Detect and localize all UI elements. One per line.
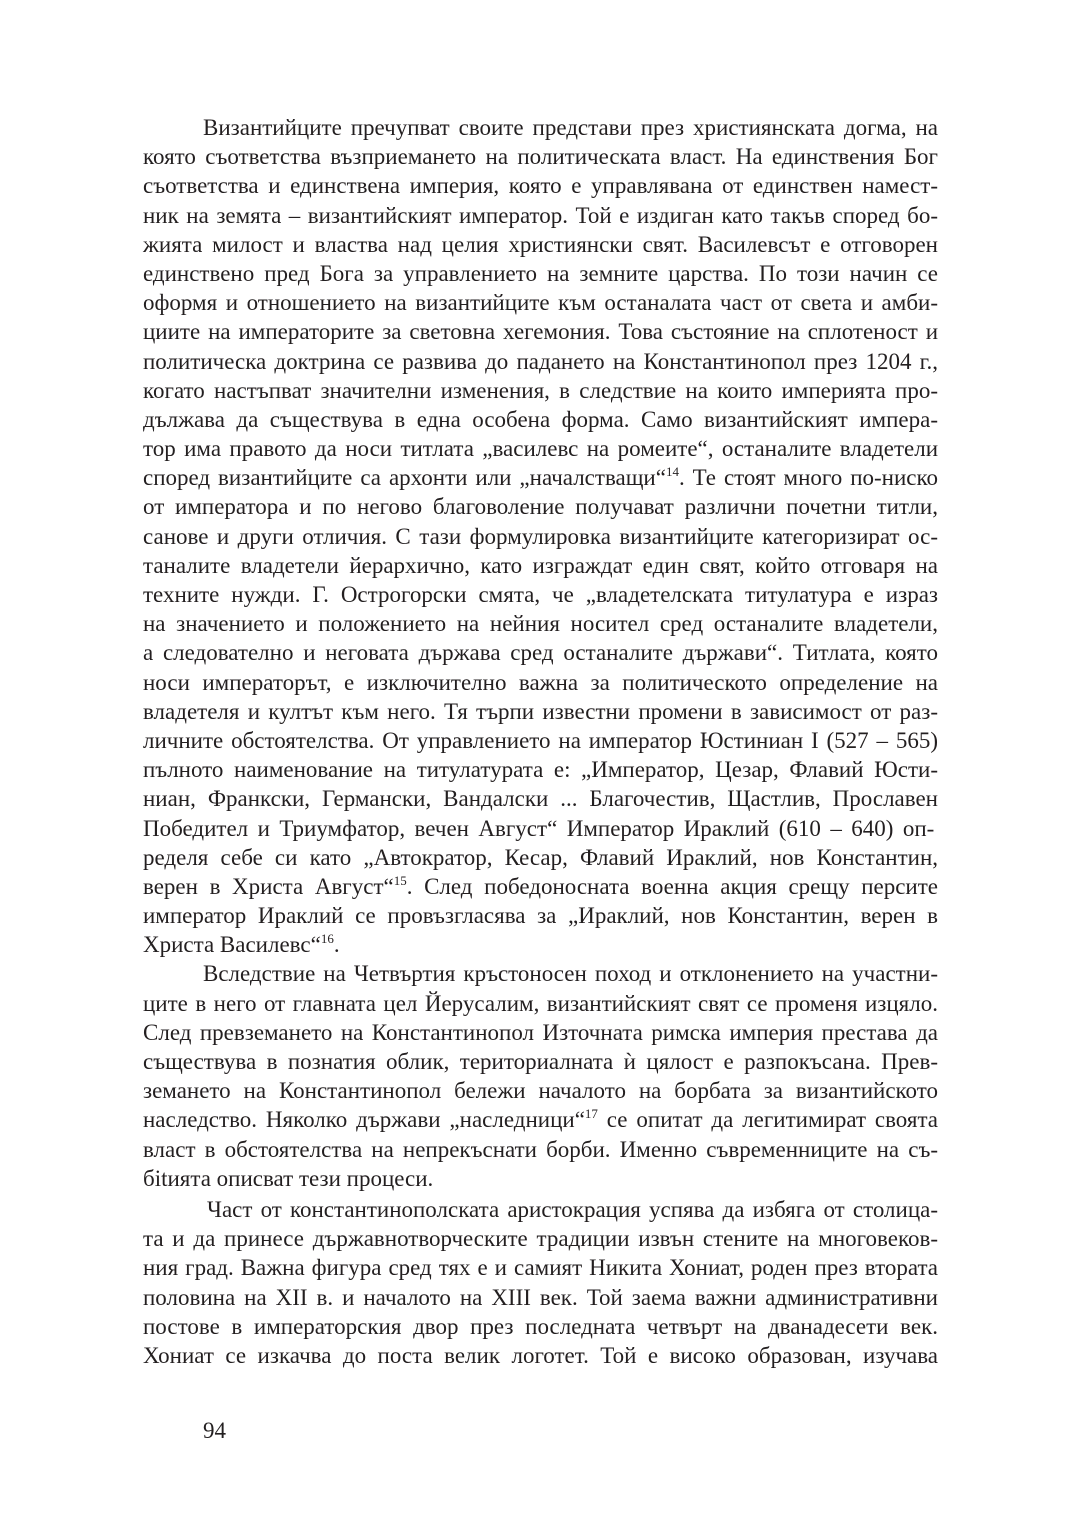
text-line	[143, 959, 938, 988]
text-line	[143, 843, 938, 872]
line-text: пълното наименование на титулатурата е: „Император, Цезар, Флавий Юсти-	[143, 757, 938, 783]
line-text: земането на Константинопол бележи началото на борбата за византийското	[143, 1078, 938, 1104]
text-line	[143, 317, 938, 346]
line-text-part: се опитат да легитимират своята	[597, 1107, 938, 1133]
line-text-part: верен в Христа Август“	[143, 873, 394, 899]
line-text: жията милост и властва над целия християнски свят. Василевсът е отговорен	[143, 231, 938, 257]
line-text: постове в императорския двор през последната четвърт на дванадесети век.	[143, 1313, 938, 1339]
line-text: личните обстоятелства. От управлението на император Юстиниан I (527 – 565)	[143, 727, 938, 753]
line-text-part: . Те стоят много по-ниско	[678, 465, 938, 491]
line-text: След превземането на Константинопол Източната римска империя престава да	[143, 1019, 938, 1045]
line-text: Вследствие на Четвъртия кръстоносен поход и отклонението на участни-	[203, 961, 938, 987]
text-line	[143, 1164, 938, 1193]
line-text: половина на XII в. и началото на XIII век. Той заема важни административни	[143, 1284, 938, 1310]
footnote-ref: 14	[665, 464, 679, 480]
text-line	[143, 201, 938, 230]
line-text: политическа доктрина се развива до падането на Константинопол през 1204 г.,	[143, 348, 938, 374]
text-line	[143, 989, 938, 1018]
line-text: тор има правото да носи титлата „василевс на ромеите“, останалите владетели	[143, 436, 938, 462]
line-text: циите на императорите за световна хегемония. Това състояние на сплотеност и	[143, 319, 938, 345]
line-text: таналите владетели йерархично, като изграждат един свят, който отговаря на	[143, 552, 938, 578]
footnote-ref: 15	[393, 872, 407, 888]
line-text-part: наследство. Няколко държави „наследници“	[143, 1107, 585, 1133]
body-text	[143, 113, 938, 1370]
text-line	[143, 901, 938, 930]
text-line	[143, 638, 938, 667]
line-text: ците в него от главната цел Йерусалим, византийският свят се променя изцяло.	[143, 990, 938, 1016]
text-line	[143, 726, 938, 755]
line-text-part: Христа Василевс“	[143, 932, 321, 958]
text-line	[143, 1018, 938, 1047]
text-line	[143, 347, 938, 376]
text-line	[143, 814, 938, 843]
text-line	[143, 551, 938, 580]
line-text: власт в обстоятелства на непрекъснати борби. Именно съвременниците на съ-	[143, 1136, 938, 1162]
line-text-part: според византийците са архонти или „началстващи“	[143, 465, 666, 491]
line-text: която съответства възприемането на политическата власт. На единствения Бог	[143, 144, 938, 170]
line-text: владетеля и култът към него. Тя търпи известни промени в зависимост от раз-	[143, 698, 938, 724]
line-text: Византийците пречупват своите представи през християнската догма, на	[203, 115, 938, 140]
text-line	[143, 434, 938, 463]
line-text: единствено пред Бога за управлението на земните царства. По този начин се	[143, 260, 938, 286]
line-text: от императора и по негово благоволение получават различни почетни титли,	[143, 494, 938, 520]
line-text: когато настъпват значителни изменения, в следствие на които империята про-	[143, 377, 938, 403]
text-line	[143, 872, 938, 901]
text-line	[143, 668, 938, 697]
line-text: та и да принесе държавнотворческите традиции извън стените на многовеков-	[143, 1226, 938, 1252]
line-text: ределя себе си като „Автократор, Кесар, Флавий Ираклий, нов Константин,	[143, 844, 938, 870]
footnote-ref: 17	[584, 1106, 598, 1122]
text-line	[143, 405, 938, 434]
text-line	[143, 1224, 938, 1253]
text-line	[143, 259, 938, 288]
line-text: оформя и отношението на византийците към останалата част от света и амби-	[143, 290, 938, 316]
text-line	[143, 580, 938, 609]
text-line	[143, 171, 938, 200]
text-line	[143, 463, 938, 492]
footnote-ref: 16	[320, 931, 334, 947]
paragraph	[143, 113, 938, 959]
line-text: Хониат се изкачва до поста велик логотет. Той е високо образован, изучава	[143, 1342, 938, 1368]
line-text: ниан, Франкски, Германски, Вандалски ... Благочестив, Щастлив, Прославен	[143, 786, 938, 812]
line-text	[143, 930, 340, 959]
line-text: санове и други отличия. С тази формулировка византийците категоризират ос-	[143, 523, 938, 549]
text-line	[143, 609, 938, 638]
line-text: Победител и Триумфатор, вечен Август“ Император Ираклий (610 – 640) оп-	[143, 815, 935, 841]
line-text: на значението и положението на нейния носител сред останалите владетели,	[143, 611, 938, 637]
line-text	[143, 463, 938, 492]
text-line	[143, 142, 938, 171]
line-text	[143, 872, 938, 901]
text-line	[143, 755, 938, 784]
text-line	[143, 1253, 938, 1282]
line-text: дължава да съществува в една особена форма. Само византийският импера-	[143, 406, 938, 432]
text-line	[143, 288, 938, 317]
line-text: съществува в познатия облик, териториалната ѝ цялост е разпокъсана. Прев-	[143, 1049, 938, 1074]
text-line	[143, 1047, 938, 1076]
page-number: 94	[203, 1418, 226, 1443]
line-text-part: . След победоносната военна акция срещу персите	[406, 873, 938, 899]
line-text: бitията описват тези процеси.	[143, 1165, 434, 1191]
line-text: носи императорът, е изключително важна за политическото определение на	[143, 669, 938, 695]
text-line	[143, 522, 938, 551]
line-text: ник на земята – византийският император. Той е издиган като такъв според бо-	[143, 202, 938, 228]
line-text-part: .	[333, 932, 340, 958]
text-line	[143, 784, 938, 813]
paragraph	[143, 1195, 938, 1370]
text-line	[143, 113, 938, 142]
text-line	[143, 1076, 938, 1105]
text-line	[143, 230, 938, 259]
paragraph	[143, 959, 938, 1193]
text-line	[143, 930, 938, 959]
text-line	[143, 1341, 938, 1370]
line-text: съответства и единствена империя, която е управлявана от единствен намест-	[143, 173, 938, 199]
text-line	[143, 1195, 938, 1224]
line-text: император Ираклий се провъзгласява за „Ираклий, нов Константин, верен в	[143, 903, 938, 929]
line-text: а следователно и неговата държава сред останалите държави“. Титлата, която	[143, 640, 938, 666]
text-line	[143, 376, 938, 405]
line-text: техните нужди. Г. Острогорски смята, че „владетелската титулатура е израз	[143, 582, 938, 607]
text-line	[143, 1312, 938, 1341]
line-text: Част от константинополската аристокрация успява да избяга от столица-	[207, 1196, 938, 1222]
text-line	[143, 1283, 938, 1312]
line-text	[143, 1105, 938, 1134]
text-line	[143, 492, 938, 521]
line-text: ния град. Важна фигура сред тях е и самият Никита Хониат, роден през втората	[143, 1255, 938, 1281]
text-line	[143, 1135, 938, 1164]
text-line	[143, 1105, 938, 1134]
text-line	[143, 697, 938, 726]
